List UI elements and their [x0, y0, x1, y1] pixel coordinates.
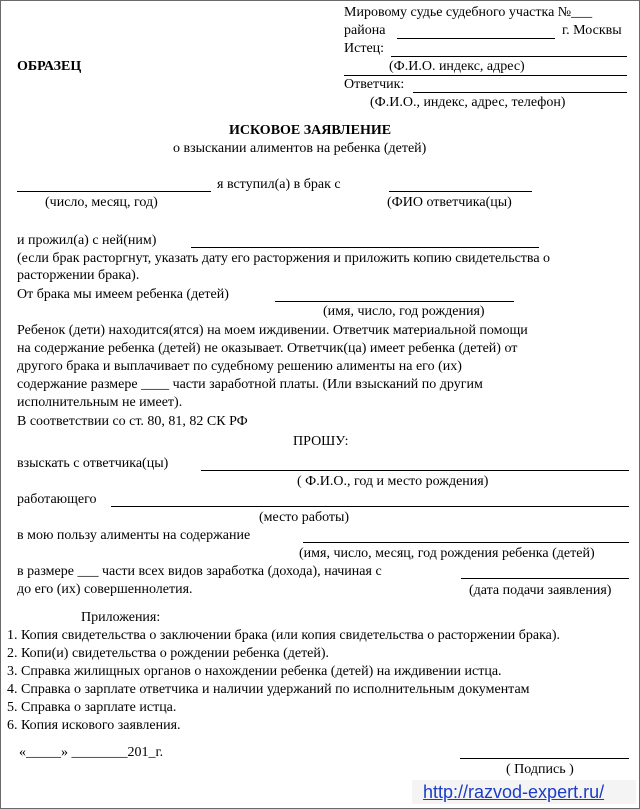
start-date-underline	[461, 578, 629, 579]
until-text: до его (их) совершеннолетия.	[17, 582, 193, 597]
defendant-hint: (Ф.И.О., индекс, адрес, телефон)	[370, 95, 566, 110]
divorce-note-1: (если брак расторгнут, указать дату его расторжения и приложить копию свидетельства о	[17, 251, 551, 266]
district-suffix: г. Москвы	[562, 23, 622, 38]
signature-hint: ( Подпись )	[506, 762, 574, 777]
attachment-item-5: 5. Справка о зарплате истца.	[7, 700, 177, 715]
request-heading: ПРОШУ:	[293, 434, 349, 449]
plaintiff-label: Истец:	[344, 41, 385, 56]
married-text: я вступил(а) в брак с	[217, 177, 341, 192]
sample-label: ОБРАЗЕЦ	[17, 59, 82, 74]
district-underline	[397, 38, 555, 39]
support-hint: (имя, число, месяц, год рождения ребенка (детей)	[299, 546, 595, 561]
dependency-line-5: исполнительным не имеет).	[17, 395, 183, 410]
defendant-underline	[413, 92, 627, 93]
plaintiff-hint: (Ф.И.О. индекс, адрес)	[389, 59, 525, 74]
dependency-line-4: содержание размере ____ части заработной платы. (Или взысканий по другим	[17, 377, 483, 392]
marriage-date-underline	[17, 191, 211, 192]
legal-basis: В соответствии со ст. 80, 81, 82 СК РФ	[17, 414, 248, 429]
attachment-item-4: 4. Справка о зарплате ответчика и наличии удержаний по исполнительным документам	[7, 682, 530, 697]
collect-hint: ( Ф.И.О., год и место рождения)	[297, 474, 489, 489]
amount-text: в размере ___ части всех видов заработка (дохода), начиная с	[17, 564, 382, 579]
defendant-name-hint: (ФИО ответчика(цы)	[387, 195, 512, 210]
dependency-line-1: Ребенок (дети) находится(ятся) на моем иждивении. Ответчик материальной помощи	[17, 323, 528, 338]
support-underline	[303, 542, 629, 543]
lived-with-underline	[191, 247, 539, 248]
document-title: ИСКОВОЕ ЗАЯВЛЕНИЕ	[229, 123, 392, 138]
children-hint: (имя, число, год рождения)	[323, 304, 485, 319]
support-text: в мою пользу алименты на содержание	[17, 528, 251, 543]
attachment-item-3: 3. Справка жилищных органов о нахождении ребенка (детей) на иждивении истца.	[7, 664, 502, 679]
attachments-heading: Приложения:	[81, 610, 161, 625]
collect-from-text: взыскать с ответчика(цы)	[17, 456, 169, 471]
plaintiff-extra-underline	[344, 75, 627, 76]
watermark-box	[412, 780, 636, 804]
attachment-item-2: 2. Копи(и) свидетельства о рождении ребенка (детей).	[7, 646, 330, 661]
children-underline	[275, 301, 514, 302]
signing-date: «_____» ________201_г.	[19, 745, 164, 760]
working-at-underline	[111, 506, 629, 507]
signature-underline	[460, 758, 629, 759]
defendant-label: Ответчик:	[344, 77, 405, 92]
plaintiff-underline	[391, 56, 627, 57]
document-subtitle: о взыскании алиментов на ребенка (детей)	[173, 141, 427, 156]
date-hint: (число, месяц, год)	[45, 195, 158, 210]
dependency-line-2: на содержание ребенка (детей) не оказывает. Ответчик(ца) имеет ребенка (детей) от	[17, 341, 518, 356]
filing-date-hint: (дата подачи заявления)	[469, 583, 612, 598]
judge-line: Мировому судье судебного участка №___	[344, 5, 593, 20]
attachment-item-6: 6. Копия искового заявления.	[7, 718, 181, 733]
attachment-item-1: 1. Копия свидетельства о заключении брака (или копия свидетельства о расторжении брака).	[7, 628, 561, 643]
working-at-text: работающего	[17, 492, 97, 507]
children-text: От брака мы имеем ребенка (детей)	[17, 287, 229, 302]
dependency-line-3: другого брака и выплачивает по судебному решению алименты на его (их)	[17, 359, 462, 374]
source-link[interactable]: http://razvod-expert.ru/	[423, 782, 605, 802]
work-hint: (место работы)	[259, 510, 350, 525]
collect-from-underline	[201, 470, 629, 471]
lived-with-text: и прожил(а) с ней(ним)	[17, 233, 157, 248]
defendant-name-underline	[389, 191, 532, 192]
district-prefix: района	[344, 23, 386, 38]
divorce-note-2: расторжении брака).	[17, 268, 140, 283]
